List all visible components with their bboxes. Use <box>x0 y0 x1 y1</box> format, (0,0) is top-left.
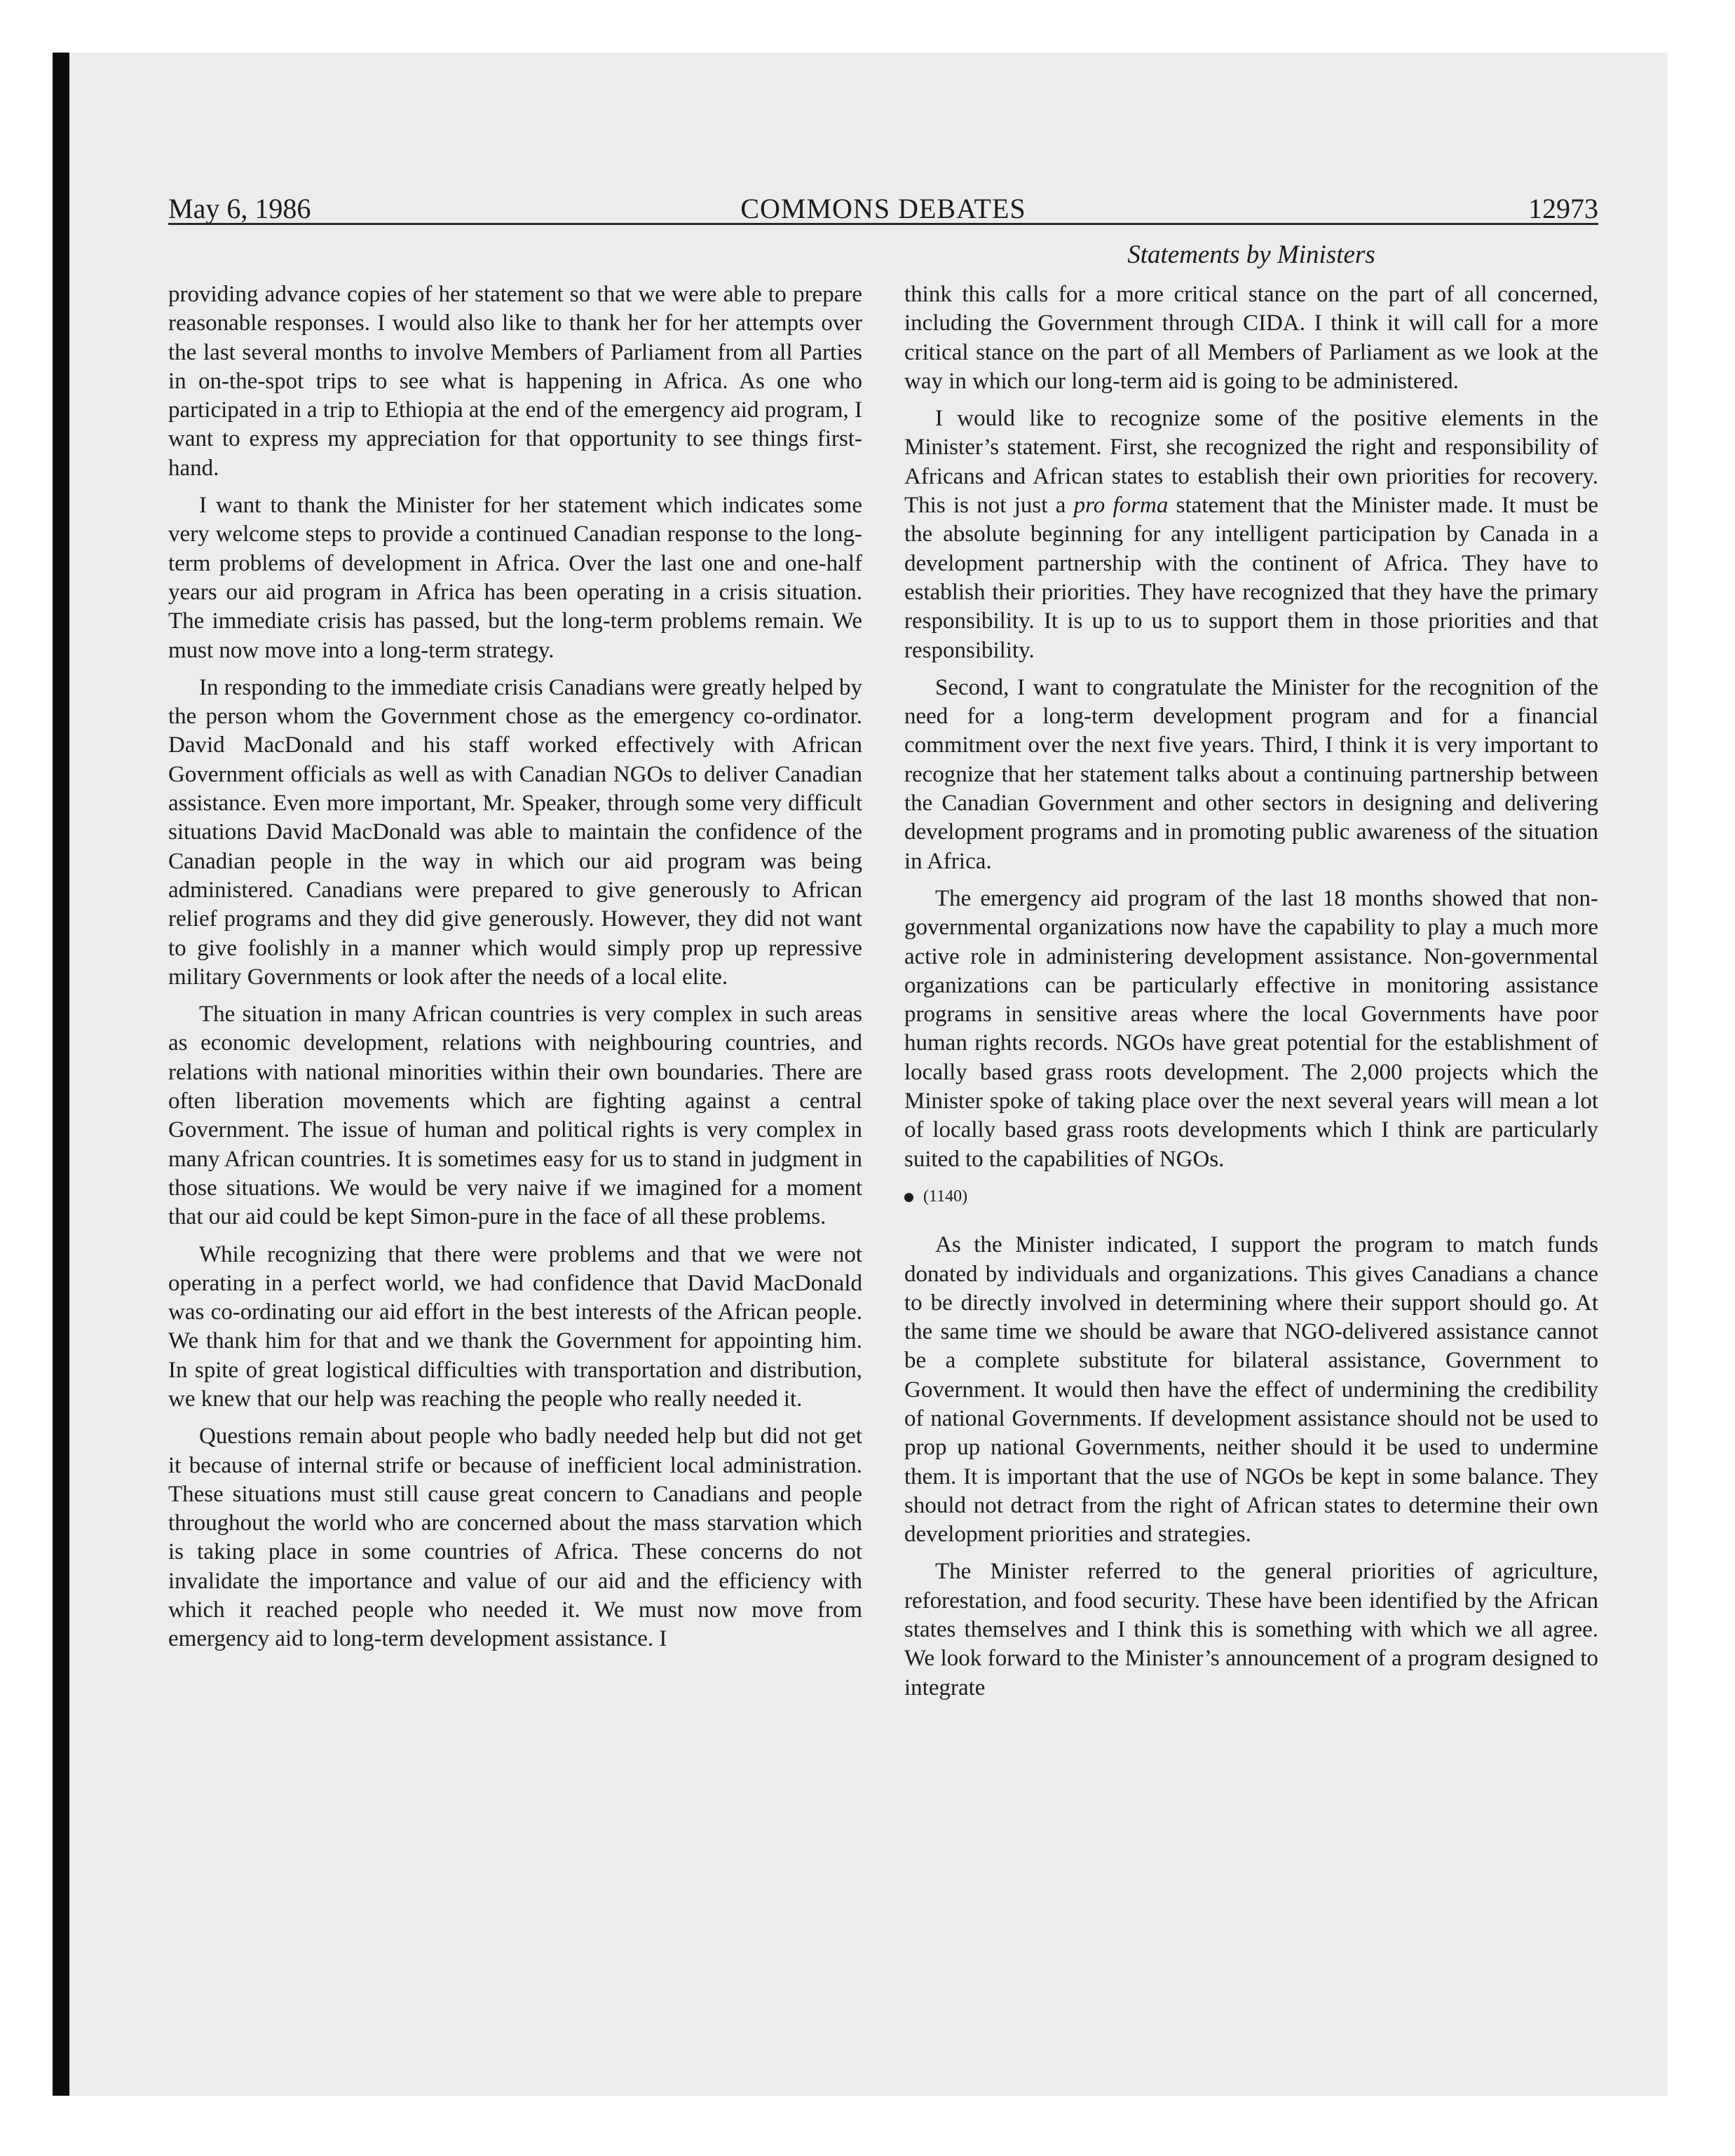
paragraph <box>904 404 1598 665</box>
paragraph: The emergency aid program of the last 18 months showed that non-governmental organizations now have the capability to play a much more active role in administering development assistance. Non-governmental organizations can be particularly effective in monitoring assistance programs in sensitive areas where the local Governments have poor human rights records. NGOs have great potential for the establishment of locally based grass roots development. The 2,000 projects which the Minister spoke of taking place over the next several years will mean a lot of locally based grass roots developments which I think are particularly suited to the capabilities of NGOs. <box>904 885 1598 1172</box>
paragraph-text: I would like to recognize some of the positive elements in the Minister’s statement. First, she recognized the right and responsibility of Africans and African states to establish their own priorities for recovery. This is not just a <box>904 406 1598 519</box>
header-page-number: 12973 <box>1528 193 1598 224</box>
left-column <box>168 280 862 1935</box>
time-marker <box>904 1182 1598 1211</box>
paragraph: providing advance copies of her statement so that we were able to prepare reasonable responses. I would also like to thank her for her attempts over the last several months to involve Members of Parliament from all Parties in on-the-spot trips to see what is happening in Africa. As one who participated in a trip to Ethiopia at the end of the emergency aid program, I want to express my appreciation for that opportunity to see things first-hand. <box>168 282 862 481</box>
paragraph: I want to thank the Minister for her statement which indicates some very welcome steps to provide a continued Canadian response to the long-term problems of development in Africa. Over the last one and one-half years our aid program in Africa has been operating in a crisis situation. The immediate crisis has passed, but the long-term problems remain. We must now move into a long-term strategy. <box>168 493 862 663</box>
paragraph: In responding to the immediate crisis Canadians were greatly helped by the person whom the Government chose as the emergency co-ordinator. David MacDonald and his staff worked effectively with African Government officials as well as with Canadian NGOs to deliver Canadian assistance. Even more important, Mr. Speaker, through some very difficult situations David MacDonald was able to maintain the confidence of the Canadian people in the way in which our aid program was being administered. Canadians were prepared to give generously to African relief programs and they did give generously. However, they did not want to give foolishly in a manner which would simply prop up repressive military Governments or look after the needs of a local elite. <box>168 674 862 990</box>
header-title: COMMONS DEBATES <box>740 193 1026 224</box>
italic-phrase: pro forma <box>1073 493 1169 519</box>
paragraph: Second, I want to congratulate the Minister for the recognition of the need for a long-term development program and for a financial commitment over the next five years. Third, I think it is very important to recognize that her statement talks about a continuing partnership between the Canadian Government and other sectors in designing and delivering development programs and in promoting public awareness of the situation in Africa. <box>904 674 1598 874</box>
paragraph: As the Minister indicated, I support the program to match funds donated by individuals and organizations. This gives Canadians a chance to be directly involved in determining where their support should go. At the same time we should be aware that NGO-delivered assistance cannot be a complete substitute for bilateral assistance, Government to Government. It would then have the effect of undermining the credibility of national Governments. If development assistance should not be used to prop up national Governments, neither should it be used to undermine them. It is important that the use of NGOs be kept in some balance. They should not detract from the right of African states to determine their own development priorities and strategies. <box>904 1232 1598 1548</box>
right-column <box>904 280 1598 1935</box>
section-title: Statements by Ministers <box>1127 240 1375 269</box>
bullet-icon <box>904 1193 913 1202</box>
paragraph: The situation in many African countries is very complex in such areas as economic development, relations with neighbouring countries, and relations with national minorities within their own boundaries. There are often liberation movements which are fighting against a central Government. The issue of human and political rights is very complex in many African countries. It is sometimes easy for us to stand in judgment in those situations. We would be very naive if we imagined for a moment that our aid could be kept Simon-pure in the face of all these problems. <box>168 1002 862 1230</box>
paragraph: The Minister referred to the general priorities of agriculture, reforestation, and food security. These have been identified by the African states themselves and I think this is something with which we all agree. We look forward to the Minister’s announcement of a program designed to integrate <box>904 1559 1598 1700</box>
paragraph: While recognizing that there were problems and that we were not operating in a perfect world, we had confidence that David MacDonald was co-ordinating our aid effort in the best interests of the African people. We thank him for that and we thank the Government for appointing him. In spite of great logistical difficulties with transportation and distribution, we knew that our help was reaching the people who really needed it. <box>168 1241 862 1412</box>
paragraph-text: statement that the Minister made. It must be the absolute beginning for any intelligent participation by Canada in a development partnership with the continent of Africa. They have to establish their priorities. They have recognized that they have the primary responsibility. It is up to us to support them in those priorities and that responsibility. <box>904 493 1598 663</box>
paragraph: Questions remain about people who badly needed help but did not get it because of internal strife or because of inefficient local administration. These situations must still cause great concern to Canadians and people throughout the world who are concerned about the mass starvation which is taking place in some countries of Africa. These concerns do not invalidate the importance and value of our aid and the efficiency with which it reached people who needed it. We must now move from emergency aid to long-term development assistance. I <box>168 1424 862 1652</box>
paragraph: think this calls for a more critical stance on the part of all concerned, including the Government through CIDA. I think it will call for a more critical stance on the part of all Members of Parliament as we look at the way in which our long-term aid is going to be administered. <box>904 282 1598 394</box>
header-rule <box>168 223 1598 225</box>
scan-edge-bar <box>53 53 69 2096</box>
header-date: May 6, 1986 <box>168 193 311 224</box>
time-marker-text: (1140) <box>923 1187 968 1206</box>
